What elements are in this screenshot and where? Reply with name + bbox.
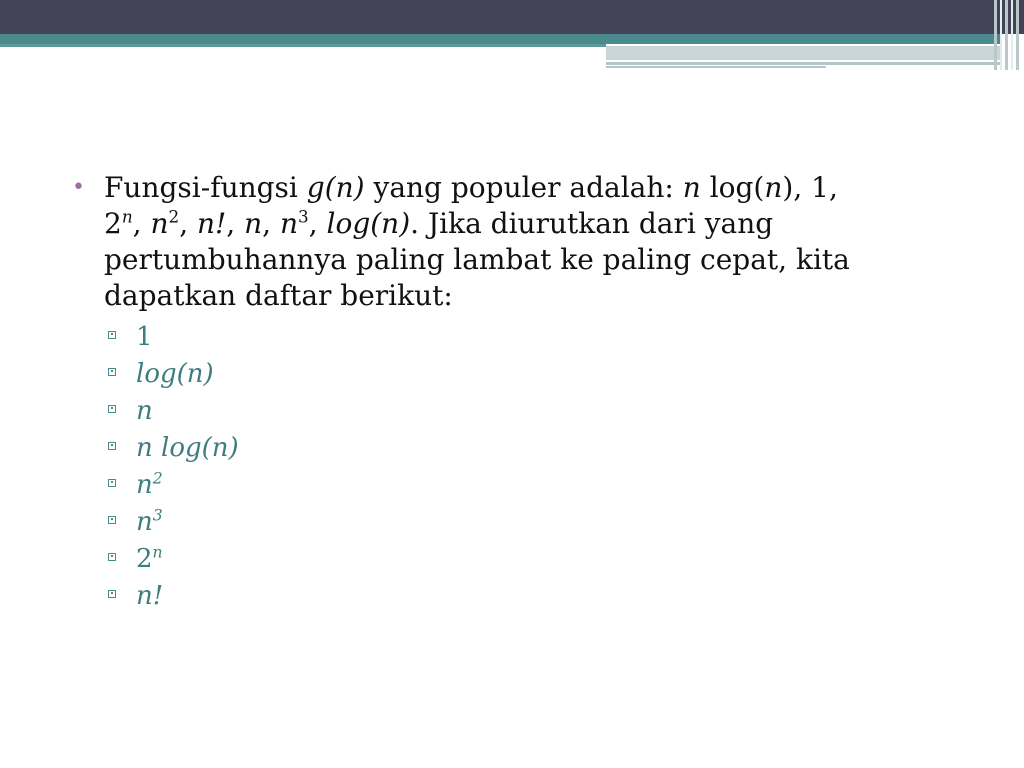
bullet-paragraph	[104, 170, 964, 314]
list-item	[108, 355, 972, 392]
text-fragment: Fungsi-fungsi	[104, 171, 307, 204]
math-n: n	[764, 171, 783, 204]
accent-line	[0, 44, 606, 47]
corner-stripes	[992, 0, 1024, 70]
list-item-text	[136, 467, 163, 503]
decor-line	[606, 62, 1000, 65]
list-item-text: 1	[136, 321, 153, 352]
list-item-text	[136, 504, 163, 540]
text-fragment: ,	[132, 207, 151, 240]
list-item	[108, 503, 972, 540]
accent-band	[0, 34, 1000, 44]
list-item-text: log(n)	[136, 358, 214, 389]
math-n: n	[150, 207, 169, 240]
square-bullet-icon	[108, 516, 116, 524]
list-item	[108, 540, 972, 577]
sub-list	[108, 318, 972, 614]
list-item-text: n log(n)	[136, 432, 239, 463]
decor-line-short	[606, 66, 826, 68]
list-item	[108, 392, 972, 429]
math-exp: n	[121, 206, 133, 227]
math-n: n	[682, 171, 701, 204]
header-bar	[0, 0, 1024, 34]
list-item	[108, 577, 972, 614]
slide-body	[72, 170, 972, 614]
math-base: n	[136, 506, 153, 537]
list-item-text	[136, 541, 163, 577]
list-item-text: n!	[136, 580, 164, 611]
math-base: n	[136, 469, 153, 500]
list-item	[108, 318, 972, 355]
math-exp: 3	[298, 206, 309, 227]
math-logn: log(n)	[326, 207, 411, 240]
list-item	[108, 429, 972, 466]
text-fragment: ,	[262, 207, 280, 240]
decor-band	[606, 46, 1000, 60]
square-bullet-icon	[108, 442, 116, 450]
square-bullet-icon	[108, 405, 116, 413]
bullet-dot-icon: •	[72, 175, 85, 200]
math-gn: g(n)	[306, 171, 365, 204]
list-item-text: n	[136, 395, 153, 426]
bullet-item	[72, 170, 972, 314]
square-bullet-icon	[108, 368, 116, 376]
text-fragment: . Jika diurutkan dari yang pertumbuhannya paling lambat ke paling cepat, kita dapatkan daftar berikut:	[104, 207, 850, 312]
text-fragment: ,	[226, 207, 245, 240]
math-nfact: n!	[197, 207, 227, 240]
square-bullet-icon	[108, 553, 116, 561]
square-bullet-icon	[108, 331, 116, 339]
square-bullet-icon	[108, 590, 116, 598]
math-exp: 2	[168, 206, 180, 227]
math-n: n	[279, 207, 299, 240]
text-fragment: ), 1,	[782, 171, 838, 204]
text-fragment: ,	[179, 207, 197, 240]
text-fragment: log(	[700, 171, 765, 204]
math-exp: n	[152, 542, 163, 561]
math-exp: 2	[152, 468, 163, 487]
math-base: 2	[136, 543, 153, 574]
math-n: n	[244, 207, 263, 240]
math-2: 2	[104, 207, 122, 240]
text-fragment: ,	[308, 207, 327, 240]
list-item	[108, 466, 972, 503]
square-bullet-icon	[108, 479, 116, 487]
text-fragment: yang populer adalah:	[364, 171, 683, 204]
math-exp: 3	[152, 505, 163, 524]
